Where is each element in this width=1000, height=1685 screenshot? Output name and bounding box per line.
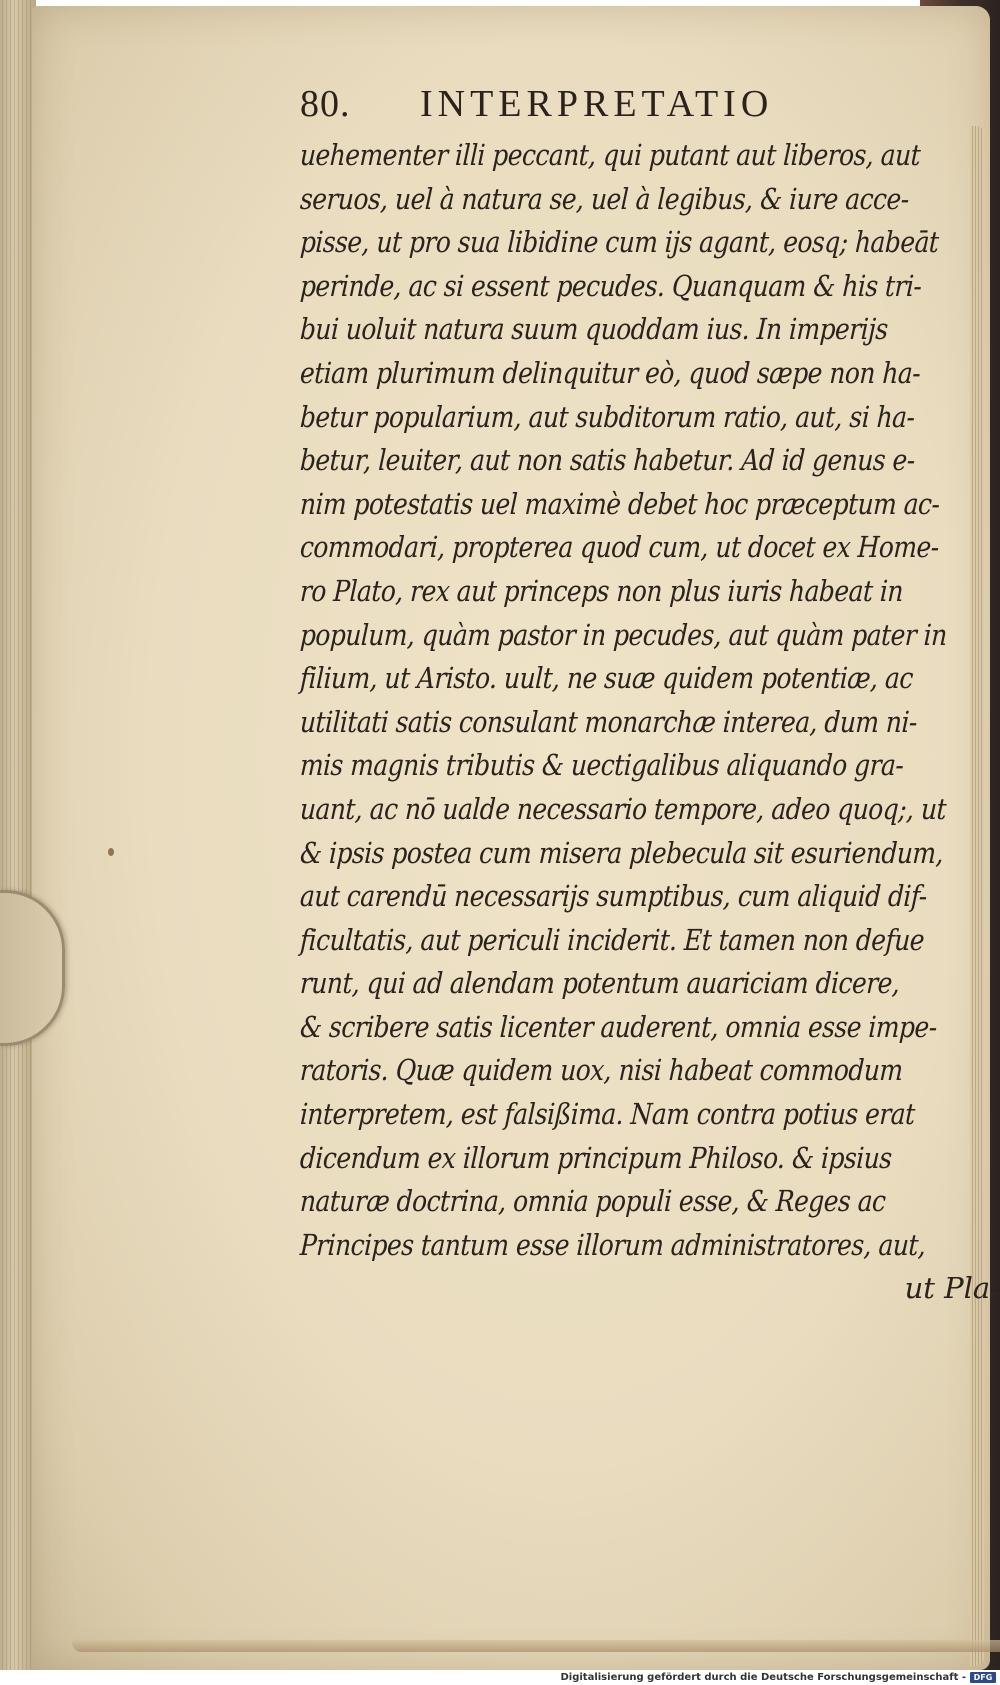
text-line: betur, leuiter, aut non satis habetur. Ad id genus e- [299, 443, 916, 478]
text-line: ficultatis, aut periculi inciderit. Et tamen non defue [299, 922, 925, 957]
text-line: betur popularium, aut subditorum ratio, aut, si ha- [299, 399, 916, 434]
footer-credit: Digitalisierung gefördert durch die Deutsche Forschungsgemeinschaft - [560, 1672, 966, 1683]
text-line: pisse, ut pro sua libidine cum ijs agant, eosq; habeāt [299, 225, 940, 260]
text-block [299, 82, 1000, 1311]
book-binding-edge [0, 0, 36, 1670]
text-line: dicendum ex illorum principum Philoso. & ipsius [299, 1140, 893, 1175]
text-line: ro Plato, rex aut princeps non plus iuris habeat in [299, 573, 904, 608]
text-line: & scribere satis licenter auderent, omnia esse impe- [299, 1009, 938, 1044]
page-bottom-edge [72, 1640, 1000, 1652]
text-line: bui uoluit natura suum quoddam ius. In imperijs [299, 312, 889, 347]
running-head [300, 82, 980, 130]
body-text [300, 134, 980, 1267]
text-line: & ipsis postea cum misera plebecula sit esuriendum, [299, 835, 944, 870]
ink-stain [108, 848, 114, 856]
text-line: naturæ doctrina, omnia populi esse, & Reges ac [299, 1184, 887, 1219]
dfg-logo-icon: DFG [970, 1672, 996, 1683]
text-line: nim potestatis uel maximè debet hoc præceptum ac- [299, 486, 941, 521]
footer-bar [0, 1670, 1000, 1685]
catchword: ut Pla- [904, 1271, 1000, 1306]
text-line: commodari, propterea quod cum, ut docet ex Home- [299, 530, 940, 565]
text-line: populum, quàm pastor in pecudes, aut quàm pater in [299, 617, 948, 652]
text-line: mis magnis tributis & uectigalibus aliquando gra- [299, 748, 905, 783]
text-line: interpretem, est falsißima. Nam contra potius erat [299, 1097, 916, 1132]
text-line: perinde, ac si essent pecudes. Quanquam & his tri- [299, 268, 923, 303]
text-line: filium, ut Aristo. uult, ne suæ quidem potentiæ, ac [299, 661, 914, 696]
running-title: INTERPRETATIO [420, 83, 774, 125]
text-line: aut carendū necessarijs sumptibus, cum aliquid dif- [299, 879, 928, 914]
text-line: runt, qui ad alendam potentum auariciam dicere, [299, 966, 901, 1001]
text-line: ratoris. Quæ quidem uox, nisi habeat commodum [299, 1053, 904, 1088]
text-line: uehementer illi peccant, qui putant aut liberos, aut [299, 138, 921, 172]
text-line: etiam plurimum delinquitur eò, quod sæpe non ha- [299, 355, 921, 390]
text-line: Principes tantum esse illorum administratores, aut, [299, 1227, 927, 1262]
text-line: uant, ac nō ualde necessario tempore, adeo quoq;, ut [299, 791, 947, 826]
page-number: 80. [300, 83, 351, 125]
binding-page-lines [2, 0, 32, 1670]
text-line: utilitati satis consulant monarchæ interea, dum ni- [299, 704, 918, 739]
text-line: seruos, uel à natura se, uel à legibus, & iure acce- [299, 181, 910, 216]
